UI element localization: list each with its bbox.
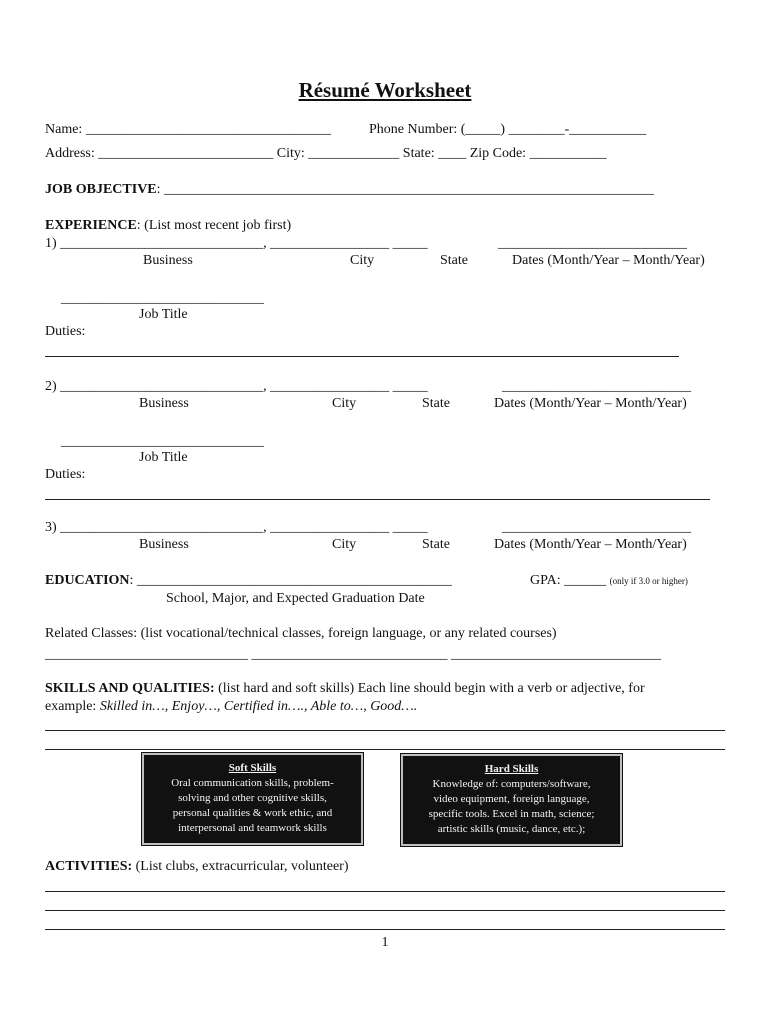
duties-line[interactable] — [45, 356, 679, 357]
dates-field[interactable]: ___________________________ — [502, 379, 691, 394]
related-classes-label: Related Classes: (list vocational/technical classes, foreign language, or any related courses) — [45, 626, 557, 641]
zip-field[interactable]: ___________ — [529, 146, 607, 161]
education-label: EDUCATION — [45, 573, 130, 588]
entry-number: 2) — [45, 379, 57, 394]
experience-label: EXPERIENCE — [45, 218, 137, 233]
business-city-state-field[interactable]: _____________________________, _________________ _____ — [60, 379, 428, 394]
address-label: Address: — [45, 146, 95, 161]
gpa-field[interactable] — [530, 574, 688, 588]
state-field[interactable]: ____ — [438, 146, 467, 161]
address-field[interactable]: _________________________ — [98, 146, 274, 161]
job-objective-row — [45, 183, 654, 197]
city-label: City: — [276, 146, 305, 161]
experience-entry-1[interactable] — [45, 237, 428, 251]
activities-line[interactable] — [45, 891, 725, 892]
experience-entry-3[interactable] — [45, 521, 428, 535]
page-title: Résumé Worksheet — [298, 78, 472, 102]
activities-label: ACTIVITIES: — [45, 859, 133, 874]
zip-label: Zip Code: — [469, 146, 527, 161]
city-caption: City — [350, 253, 375, 268]
job-objective-label: JOB OBJECTIVE — [45, 182, 157, 197]
entry-number: 1) — [45, 236, 57, 251]
duties-label: Duties: — [45, 467, 86, 482]
related-classes-field[interactable]: _____________________________ ____________________________ ______________________________ — [45, 647, 661, 662]
skills-line[interactable] — [45, 730, 725, 731]
business-caption: Business — [139, 396, 189, 411]
business-city-state-field[interactable]: _____________________________, _________________ _____ — [60, 236, 428, 251]
hard-skills-line: video equipment, foreign language, — [433, 793, 590, 805]
page-number: 1 — [381, 935, 389, 950]
soft-skills-line: solving and other cognitive skills, — [178, 792, 327, 804]
education-field[interactable]: : _____________________________________________ — [129, 573, 452, 588]
dates-field[interactable]: ___________________________ — [502, 520, 691, 535]
experience-heading — [45, 219, 291, 233]
soft-skills-heading: Soft Skills — [228, 762, 277, 774]
state-caption: State — [422, 396, 450, 411]
hard-skills-line: specific tools. Excel in math, science; — [428, 808, 595, 820]
education-row — [45, 574, 452, 588]
gpa-label[interactable]: GPA: ______ — [530, 573, 607, 588]
activities-instructions: (List clubs, extracurricular, volunteer) — [132, 859, 349, 874]
activities-line[interactable] — [45, 929, 725, 930]
business-caption: Business — [139, 537, 189, 552]
experience-entry-2[interactable] — [45, 380, 428, 394]
activities-heading — [45, 860, 349, 874]
skills-example — [45, 700, 417, 714]
soft-skills-line: personal qualities & work ethic, and — [172, 807, 333, 819]
phone-field[interactable]: Phone Number: (_____) ________-___________ — [369, 122, 647, 137]
job-title-field[interactable]: _____________________________ — [61, 291, 264, 306]
address-row — [45, 147, 607, 161]
skills-label: SKILLS AND QUALITIES: — [45, 681, 215, 696]
hard-skills-line: Knowledge of: computers/software, — [432, 778, 591, 790]
activities-line[interactable] — [45, 910, 725, 911]
duties-label: Duties: — [45, 324, 86, 339]
state-label: State: — [402, 146, 435, 161]
business-caption: Business — [143, 253, 193, 268]
hard-skills-heading: Hard Skills — [484, 763, 539, 775]
soft-skills-box — [142, 753, 363, 845]
skills-example-prefix: example: — [45, 699, 100, 714]
job-title-caption: Job Title — [139, 307, 188, 322]
dates-field[interactable]: ___________________________ — [498, 236, 687, 251]
soft-skills-line: interpersonal and teamwork skills — [178, 822, 327, 834]
job-title-caption: Job Title — [139, 450, 188, 465]
entry-number: 3) — [45, 520, 57, 535]
soft-skills-line: Oral communication skills, problem- — [171, 777, 334, 789]
name-row — [45, 123, 331, 137]
job-objective-field[interactable]: : ______________________________________________________________________ — [156, 182, 655, 197]
city-field[interactable]: _____________ — [308, 146, 400, 161]
school-caption: School, Major, and Expected Graduation Date — [166, 591, 425, 606]
skills-instructions: (list hard and soft skills) Each line should begin with a verb or adjective, for — [214, 681, 645, 696]
hard-skills-line: artistic skills (music, dance, etc.); — [437, 823, 586, 835]
dates-caption: Dates (Month/Year – Month/Year) — [512, 253, 705, 268]
skills-heading — [45, 682, 645, 696]
dates-caption: Dates (Month/Year – Month/Year) — [494, 396, 687, 411]
skills-example-text: Skilled in…, Enjoy…, Certified in…., Able to…, Good…. — [99, 699, 418, 714]
city-caption: City — [332, 537, 357, 552]
duties-line[interactable] — [45, 499, 710, 500]
name-label: Name: — [45, 122, 83, 137]
hard-skills-box — [401, 754, 622, 846]
city-caption: City — [332, 396, 357, 411]
state-caption: State — [440, 253, 468, 268]
job-title-field[interactable]: _____________________________ — [61, 434, 264, 449]
name-field[interactable]: ___________________________________ — [85, 122, 331, 137]
skills-line[interactable] — [45, 749, 725, 750]
gpa-note: (only if 3.0 or higher) — [609, 576, 688, 586]
state-caption: State — [422, 537, 450, 552]
experience-note: : (List most recent job first) — [136, 218, 292, 233]
business-city-state-field[interactable]: _____________________________, _________________ _____ — [60, 520, 428, 535]
dates-caption: Dates (Month/Year – Month/Year) — [494, 537, 687, 552]
